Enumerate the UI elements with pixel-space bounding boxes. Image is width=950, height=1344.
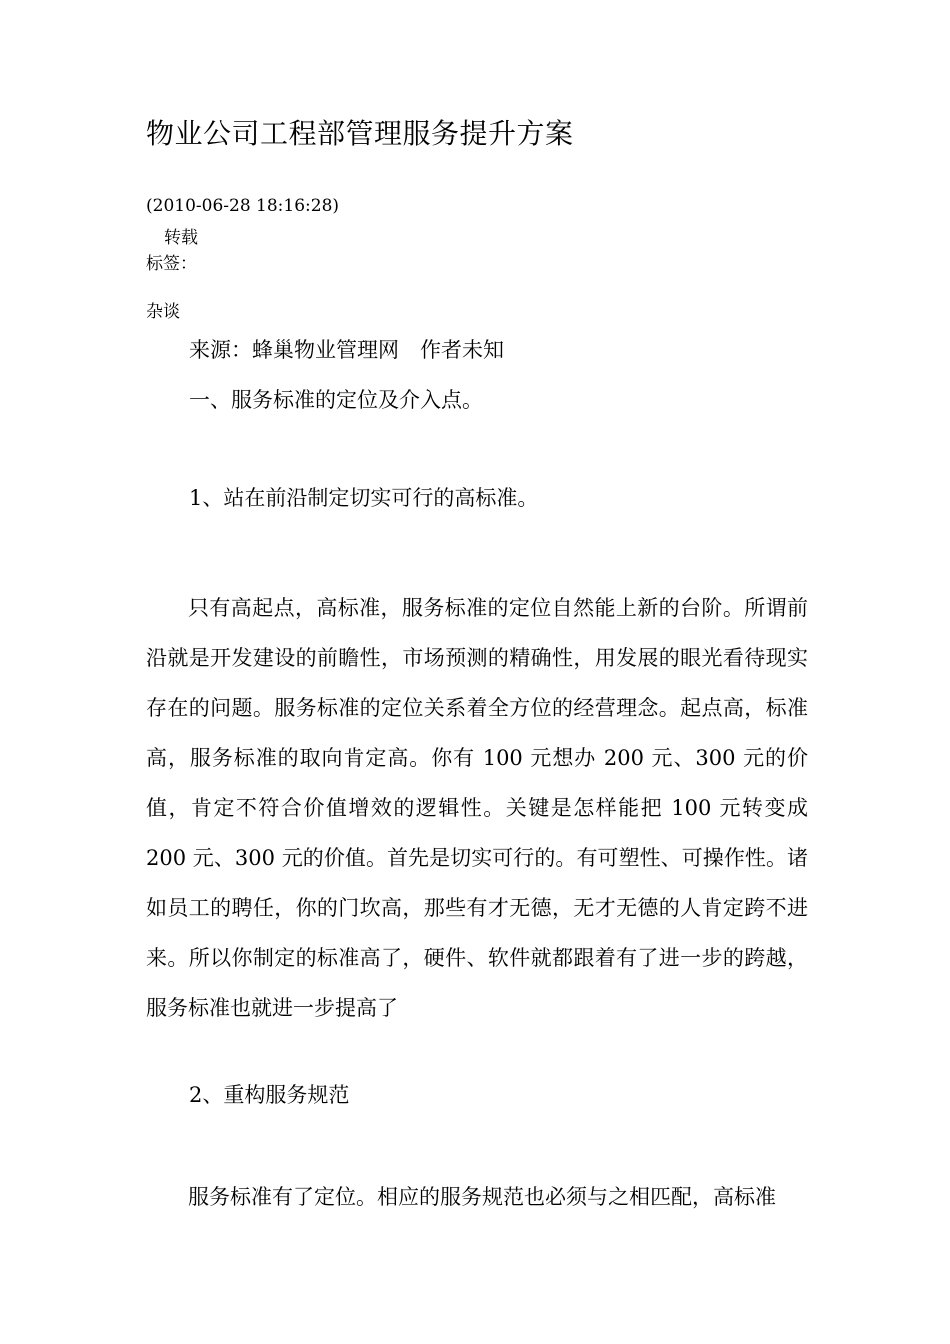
section-heading-1: 一、服务标准的定位及介入点。 <box>189 388 483 412</box>
post-date: (2010-06-28 18:16:28) <box>146 196 340 216</box>
subsection-heading-1: 1、站在前沿制定切实可行的高标准。 <box>189 486 539 510</box>
tags-label: 标签： <box>146 254 197 274</box>
document-title: 物业公司工程部管理服务提升方案 <box>146 117 574 150</box>
body-paragraph-1: 只有高起点，高标准，服务标准的定位自然能上新的台阶。所谓前沿就是开发建设的前瞻性，市场预测的精确性，用发展的眼光看待现实存在的问题。服务标准的定位关系着全方位的经营理念。起点高，标准高，服务标准的取向肯定高。你有 100 元想办 200 元、300 元的价值，肯定不符合价值增效的逻辑性。关键是怎样能把 100 元转变成 200 元、300 元的价值。首先是切实可行的。有可塑性、可操作性。诸如员工的聘任，你的门坎高，那些有才无德，无才无德的人肯定跨不进来。所以你制定的标准高了，硬件、软件就都跟着有了进一步的跨越，服务标准也就进一步提高了 <box>146 596 808 1020</box>
tag-value: 杂谈 <box>146 302 180 322</box>
subsection-heading-2: 2、重构服务规范 <box>189 1083 350 1107</box>
repost-label: 转载 <box>164 228 198 248</box>
body-paragraph-2: 服务标准有了定位。相应的服务规范也必须与之相匹配，高标准 <box>188 1185 776 1209</box>
source-line: 来源：蜂巢物业管理网 作者未知 <box>189 338 504 362</box>
